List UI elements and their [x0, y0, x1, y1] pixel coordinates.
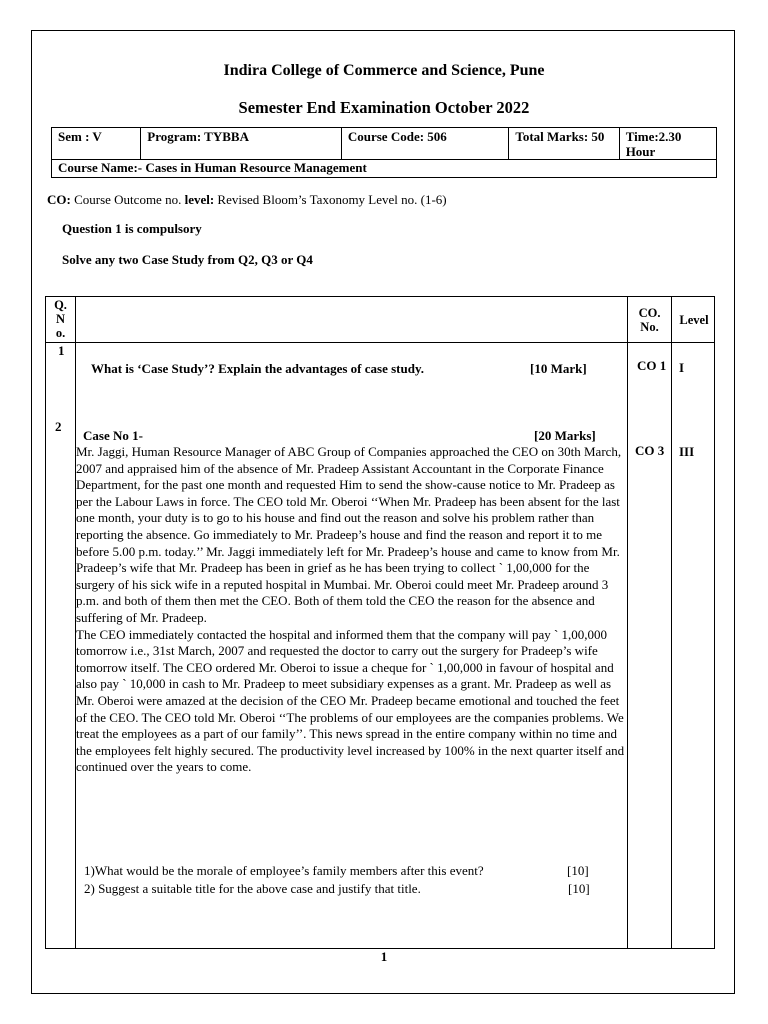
- level-text: Revised Bloom’s Taxonomy Level no. (1-6): [214, 192, 447, 207]
- qno-header: Q. N o.: [54, 298, 67, 340]
- q1-co: CO 1: [637, 358, 667, 373]
- total-marks-cell: Total Marks: 50: [509, 128, 619, 160]
- sub-question-2-marks: [10]: [568, 881, 590, 896]
- q2-case-title: Case No 1-: [83, 428, 143, 443]
- instruction-compulsory: Question 1 is compulsory: [62, 221, 202, 236]
- program-cell: Program: TYBBA: [141, 128, 342, 160]
- q2-level: III: [679, 444, 695, 459]
- q2-marks: [20 Marks]: [534, 428, 596, 443]
- legend-line: [47, 192, 447, 208]
- q1-marks: [10 Mark]: [530, 361, 587, 376]
- sub-question-1: 1)What would be the morale of employee’s family members after this event?: [84, 863, 484, 878]
- level-label: level:: [184, 192, 215, 207]
- q1-level: I: [679, 360, 685, 375]
- q2-co: CO 3: [635, 443, 665, 458]
- col-divider: [627, 297, 628, 948]
- col-divider: [671, 297, 672, 948]
- q2-number: 2: [55, 419, 62, 434]
- co-header: CO. No.: [638, 306, 661, 334]
- sub-question-1-marks: [10]: [567, 863, 589, 878]
- case-paragraph: Mr. Jaggi, Human Resource Manager of ABC Group of Companies approached the CEO on 30th March, 2007 and appraised him of the absence of Mr. Pradeep Assistant Accountant in the Corporate Finance Department, for the past one month and requested Him to send the show-cause notice to Mr. Pradeep as per the Labour Laws in force. The CEO told Mr. Oberoi ‘‘When Mr. Pradeep has been absent for the last one month, your duty is to go to his house and find out the reason and solve his problem rather than reporting the absence. Go immediately to Mr. Pradeep’s house and find the reason and report it to me before 5.00 p.m. today.’’ Mr. Jaggi immediately left for Mr. Pradeep’s house and came to know from Mr. Pradeep’s wife that Mr. Pradeep has been in grief as he has been trying to collect ` 1,00,000 for the surgery of his sick wife in a reputed hospital in Mumbai. Mr. Oberoi could meet Mr. Pradeep around 3 p.m. and both of them then met the CEO. Both of them told the CEO the reason for the absence and suffering of Mr. Pradeep.: [76, 444, 622, 625]
- page-number: 1: [380, 949, 388, 964]
- q1-text: What is ‘Case Study’? Explain the advantages of case study.: [91, 361, 424, 376]
- co-text: Course Outcome no.: [70, 192, 185, 207]
- college-title: Indira College of Commerce and Science, Pune: [223, 62, 545, 79]
- case-paragraph: The CEO immediately contacted the hospital and informed them that the company will pay ` 1,00,000 tomorrow i.e., 31st March, 2007 and requested the doctor to carry out the surgery for Pradeep’s wife tomorrow itself. The CEO ordered Mr. Oberoi to issue a cheque for ` 1,00,000 in favour of hospital and also pay ` 10,000 in cash to Mr. Pradeep to meet subsidiary expenses as a grant. Mr. Pradeep as well as Mr. Oberoi were amazed at the decision of the CEO Mr. Pradeep became emotional and touched the feet of the CEO. The CEO told Mr. Oberoi ‘‘The problems of our employees are the companies problems. We treat the employees as a part of our family’’. This news spread in the entire company within no time and the employees felt highly secured. The productivity level increased by 100% in the next quarter itself and continued over the years to come.: [76, 626, 625, 775]
- time-cell: Time:2.30 Hour: [619, 128, 716, 160]
- sub-question-2: 2) Suggest a suitable title for the above case and justify that title.: [84, 881, 421, 896]
- sem-cell: Sem : V: [52, 128, 141, 160]
- course-code-cell: Course Code: 506: [341, 128, 509, 160]
- instruction-choice: Solve any two Case Study from Q2, Q3 or Q4: [62, 252, 313, 267]
- course-name-cell: Course Name:- Cases in Human Resource Management: [52, 160, 717, 178]
- q1-number: 1: [58, 343, 65, 358]
- level-header: Level: [679, 313, 709, 327]
- exam-info-table: [51, 127, 717, 178]
- header-divider: [46, 342, 714, 343]
- co-label: CO:: [47, 192, 71, 207]
- exam-title: Semester End Examination October 2022: [238, 98, 530, 117]
- case-study-text: [76, 444, 626, 776]
